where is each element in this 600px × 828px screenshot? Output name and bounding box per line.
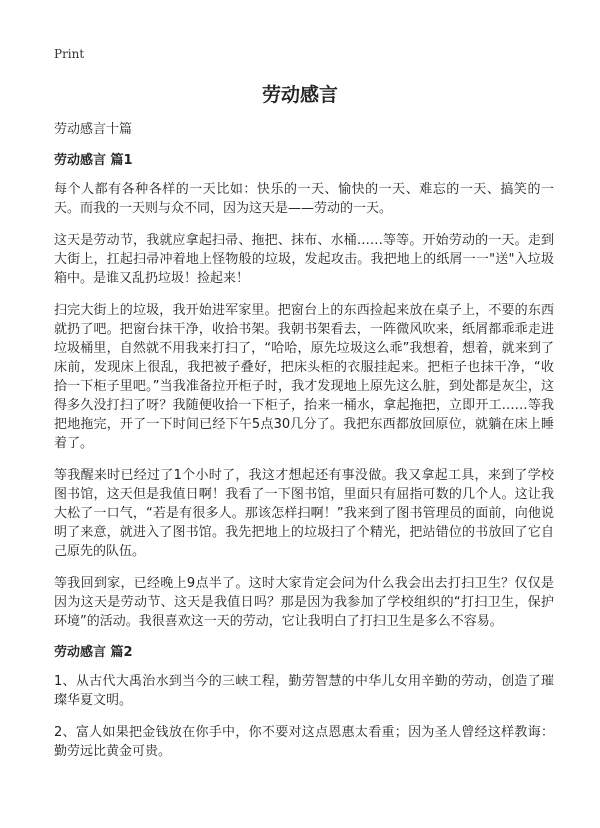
- section-heading: 劳动感言 篇2: [54, 645, 133, 660]
- paragraph: 2、富人如果把金钱放在你手中，你不要对这点恩惠太看重；因为圣人曾经这样教诲：勤劳远比黄金可贵。: [54, 725, 554, 759]
- article-subtitle: 劳动感言十篇: [54, 122, 133, 137]
- page-title: 劳动感言: [261, 84, 338, 106]
- paragraph: 这天是劳动节，我就应拿起扫帚、拖把、抹布、水桶……等等。开始劳动的一天。走到大街上，扛起扫帚冲着地上怪物般的垃圾，发起攻击。我把地上的纸屑一一"送"入垃圾箱中。是谁又乱扔垃圾！捡起来！: [54, 233, 554, 286]
- paragraph: 等我醒来时已经过了1个小时了，我这才想起还有事没做。我又拿起工具，来到了学校图书馆，这天但是我值日啊！我看了一下图书馆，里面只有屈指可数的几个人。这让我大松了一口气，“若是有很多人。那该怎样扫啊！”我来到了图书管理员的面前，向他说明了来意，就进入了图书馆。我先把地上的垃圾扫了个精光，把站错位的书放回了它自己原先的队伍。: [54, 468, 554, 559]
- section-heading: 劳动感言 篇1: [54, 153, 133, 168]
- paragraph: 每个人都有各种各样的一天比如：快乐的一天、愉快的一天、难忘的一天、搞笑的一天。而我的一天则与众不同，因为这天是——劳动的一天。: [54, 182, 554, 216]
- article-body: [54, 121, 554, 774]
- section-2: [54, 644, 554, 761]
- paragraph: 等我回到家，已经晚上9点半了。这时大家肯定会问为什么我会出去打扫卫生？仅仅是因为这天是劳动节、这天是我值日吗？那是因为我参加了学校组织的“打扫卫生，保护环境”的活动。我很喜欢这一天的劳动，它让我明白了打扫卫生是多么不容易。: [54, 576, 554, 629]
- print-link[interactable]: Print: [54, 47, 85, 61]
- paragraph: 1、从古代大禹治水到当今的三峡工程，勤劳智慧的中华儿女用辛勤的劳动，创造了璀璨华夏文明。: [54, 674, 554, 708]
- paragraph: 扫完大街上的垃圾，我开始进军家里。把窗台上的东西捡起来放在桌子上，不要的东西就扔了吧。把窗台抹干净，收拾书架。我朝书架看去，一阵微风吹来，纸屑都乖乖走进垃圾桶里，自然就不用我来打扫了，“哈哈，原先垃圾这么乖”我想着，想着，就来到了床前，发现床上很乱，我把被子叠好，把床头柜的衣服挂起来。把柜子也抹干净，“收拾一下柜子里吧。”当我准备拉开柜子时，我才发现地上原先这么脏，到处都是灰尘，这得多久没打扫了呀？我随便收拾一下柜子，抬来一桶水，拿起拖把，立即开工……等我把地拖完，开了一下时间已经下午5点30几分了。我把东西都放回原位，就躺在床上睡着了。: [54, 303, 554, 451]
- section-1: [54, 152, 554, 631]
